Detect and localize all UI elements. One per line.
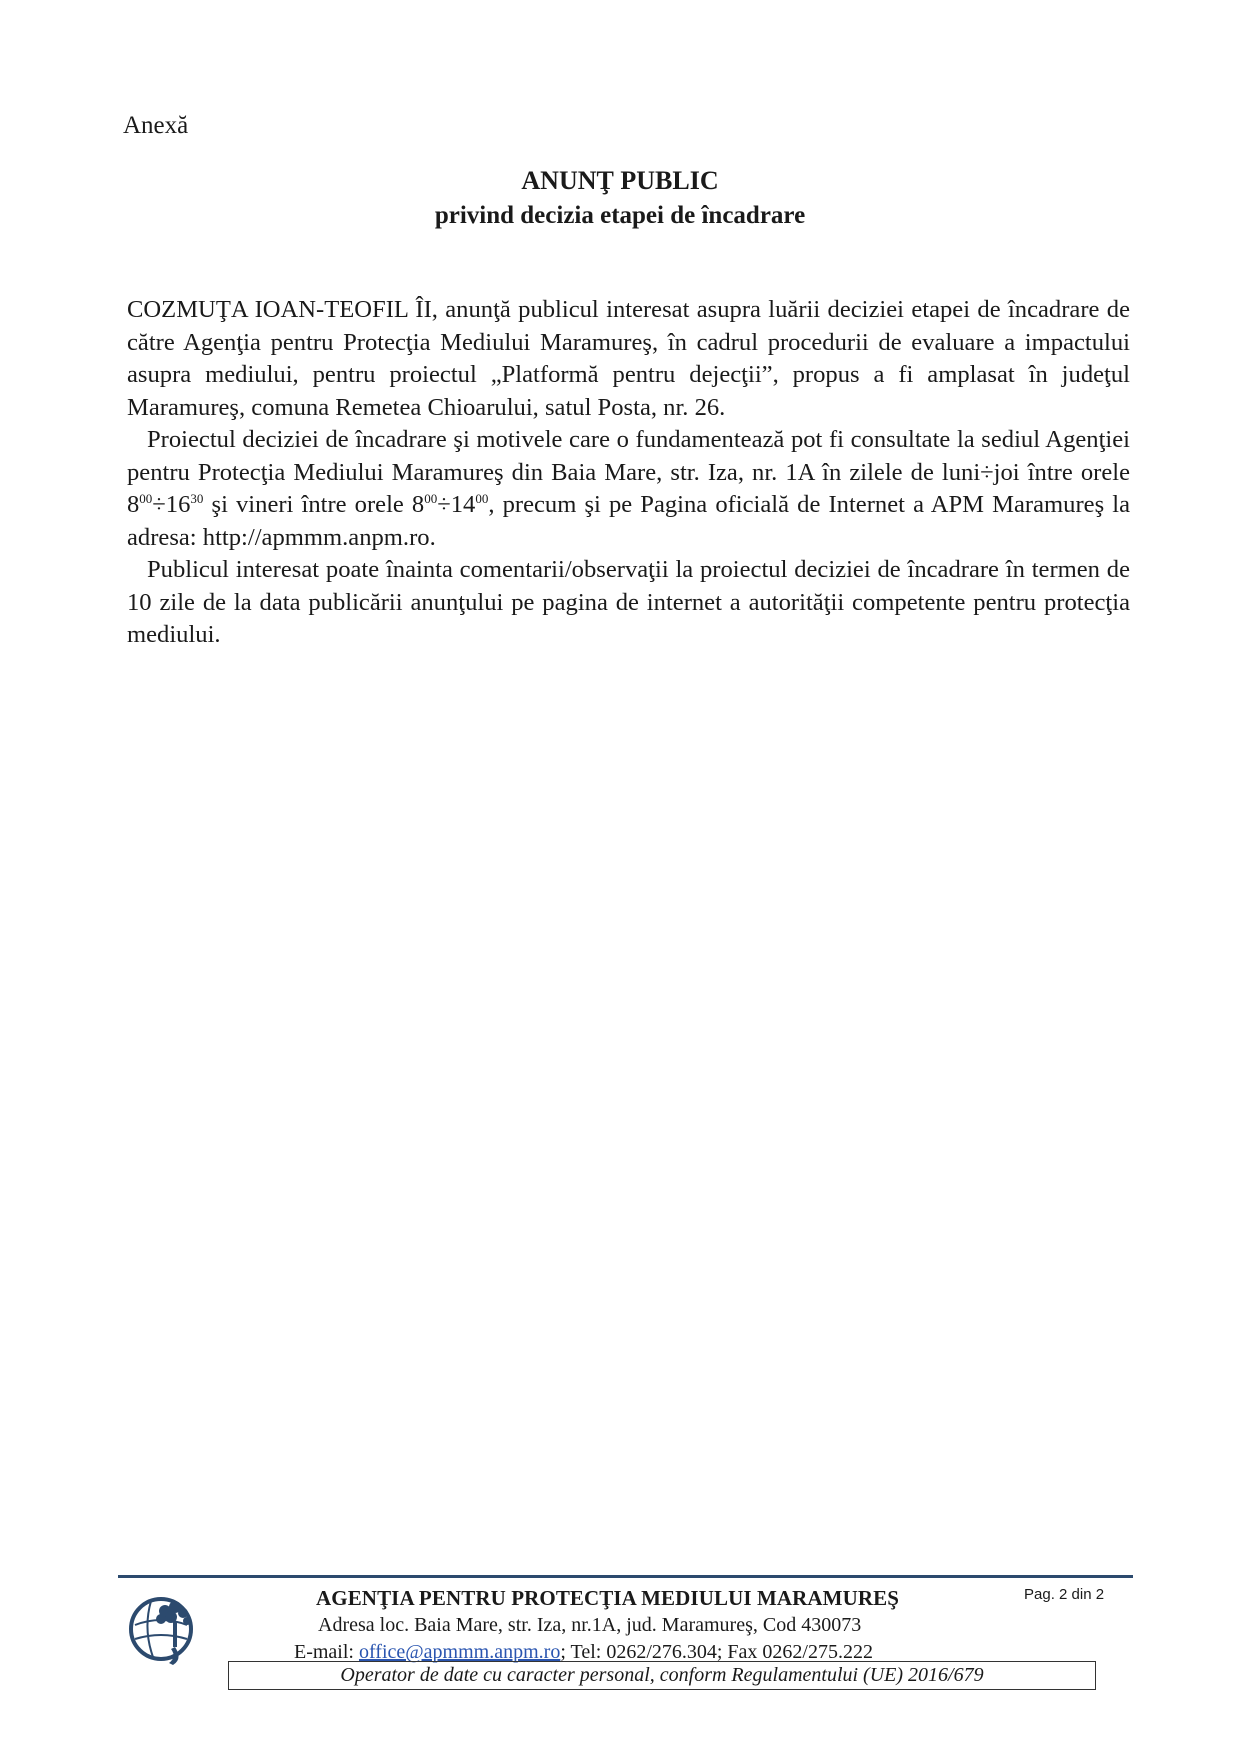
paragraph-3: Publicul interesat poate înainta comentarii/observaţii la proiectul deciziei de încadrare în termen de 10 zile de la data publicării anunţului pe pagina de internet a autorităţii competente pentru protecţia mediului. (127, 556, 1130, 648)
page-subtitle: privind decizia etapei de încadrare (434, 202, 806, 229)
footer-address: Adresa loc. Baia Mare, str. Iza, nr.1A, jud. Maramureş, Cod 430073 (318, 1614, 862, 1636)
email-label: E-mail: (294, 1641, 359, 1663)
time-superscript: 30 (190, 490, 204, 506)
paragraph-2-text-d: ÷14 (437, 491, 476, 518)
time-superscript: 00 (475, 490, 489, 506)
paragraph-2-text-e: , precum şi pe Pagina oficială de Internet a APM Maramureş la adresa: http://apmmm.anpm.ro. (127, 491, 1131, 551)
time-superscript: 00 (139, 490, 153, 506)
agency-logo-icon (125, 1585, 205, 1670)
paragraph-2-text-b: ÷16 (152, 491, 191, 518)
footer-divider (118, 1575, 1133, 1578)
phone-fax: ; Tel: 0262/276.304; Fax 0262/275.222 (560, 1641, 873, 1663)
annex-label: Anexă (123, 112, 189, 139)
announcement-body (127, 294, 1130, 652)
footer-organization: AGENŢIA PENTRU PROTECŢIA MEDIULUI MARAMUREŞ (316, 1586, 900, 1610)
page-number: Pag. 2 din 2 (1024, 1586, 1105, 1603)
time-superscript: 00 (424, 490, 438, 506)
paragraph-2-text-c: şi vineri între orele 8 (203, 491, 425, 518)
paragraph-1: COZMUŢA IOAN-TEOFIL ÎI, anunţă publicul interesat asupra luării deciziei etapei de încadrare de către Agenţia pentru Protecţia Mediului Maramureş, în cadrul procedurii de evaluare a impactului asupra mediului, pentru proiectul „Platformă pentru dejecţii”, propus a fi amplasat în judeţul Maramureş, comuna Remetea Chioarului, satul Posta, nr. 26. (127, 296, 1130, 421)
paragraph-2 (127, 424, 1130, 554)
gdpr-notice: Operator de date cu caracter personal, conform Regulamentului (UE) 2016/679 (228, 1661, 1096, 1690)
email-link[interactable]: office@apmmm.anpm.ro (358, 1641, 561, 1663)
page-title: ANUNŢ PUBLIC (521, 166, 719, 195)
paragraph-2-text-a: Proiectul deciziei de încadrare şi motivele care o fundamentează pot fi consultate la sediul Agenţiei pentru Protecţia Mediului Maramureş din Baia Mare, str. Iza, nr. 1A în zilele de luni÷joi între orele 8 (127, 426, 1130, 518)
